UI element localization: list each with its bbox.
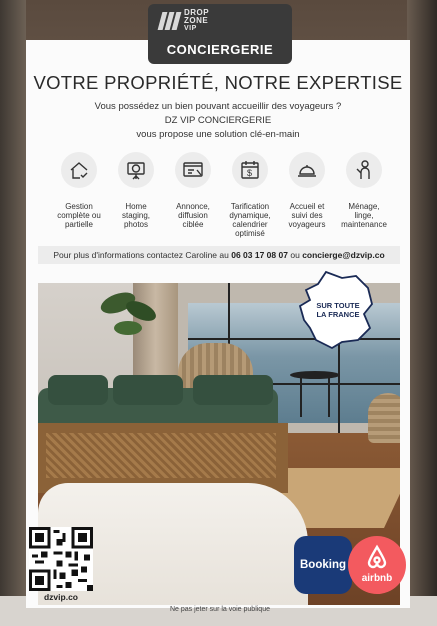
logo-subtitle: CONCIERGERIE: [166, 42, 274, 57]
camera-icon: [118, 152, 154, 188]
airbnb-logo: [348, 536, 406, 594]
contact-email[interactable]: concierge@dzvip.co: [302, 250, 385, 260]
airbnb-label: airbnb: [361, 573, 393, 584]
service-item: Gestion complète ou partielle: [50, 152, 108, 229]
contact-banner: Pour plus d'informations contactez Caroline au 06 03 17 08 07 ou concierge@dzvip.co: [38, 246, 400, 264]
svg-text:$: $: [247, 168, 253, 178]
calendar-dollar-icon: [232, 152, 268, 188]
logo-mark-icon: [158, 10, 182, 32]
service-item: Ménage, linge, maintenance: [335, 152, 393, 229]
contact-phone[interactable]: 06 03 17 08 07: [231, 250, 288, 260]
intro-line-3: vous propose une solution clé-en-main: [136, 129, 300, 140]
logo-wordmark: DROP ZONE VIP: [184, 8, 210, 32]
ad-screen-icon: [175, 152, 211, 188]
logo-badge: [148, 4, 292, 64]
intro-line-1: Vous possédez un bien pouvant accueillir des voyageurs ?: [94, 101, 342, 112]
qr-code[interactable]: [29, 527, 93, 591]
france-map-icon: [296, 270, 378, 350]
services-row: [55, 152, 395, 242]
service-item: Home staging, photos: [107, 152, 165, 229]
background-right-edge: [407, 0, 437, 626]
footer-note: Ne pas jeter sur la voie publique: [169, 606, 270, 613]
background-left-edge: [0, 0, 26, 626]
service-item: $ Tarification dynamique, calendrier optimisé: [221, 152, 279, 238]
website-url[interactable]: dzvip.co: [43, 592, 78, 602]
house-check-icon: [61, 152, 97, 188]
booking-logo: Booking: [294, 536, 352, 594]
airbnb-icon: [365, 544, 389, 570]
france-badge-line-2: LA FRANCE: [316, 310, 360, 319]
intro-line-2: DZ VIP CONCIERGERIE: [164, 115, 272, 126]
cleaning-icon: [346, 152, 382, 188]
france-badge-line-1: SUR TOUTE: [316, 301, 360, 310]
service-item: Annonce, diffusion ciblée: [164, 152, 222, 229]
page-title: VOTRE PROPRIÉTÉ, NOTRE EXPERTISE: [33, 72, 403, 93]
service-bell-icon: [289, 152, 325, 188]
service-item: Accueil et suivi des voyageurs: [278, 152, 336, 229]
